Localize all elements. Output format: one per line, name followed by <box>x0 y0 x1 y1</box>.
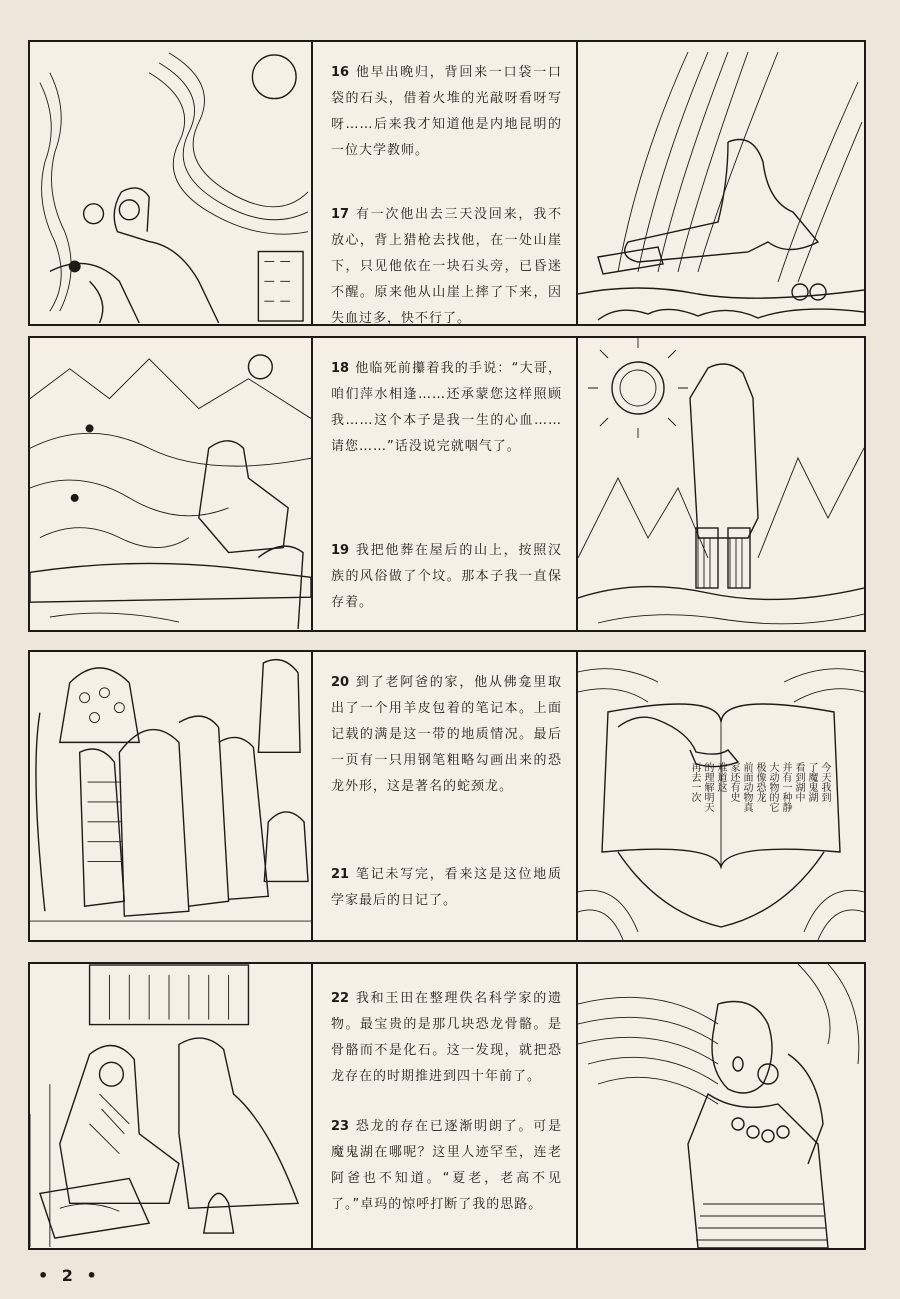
notebook-line: 再去一次 <box>689 762 700 802</box>
caption-18: 18 他临死前攥着我的手说：“大哥，咱们萍水相逢……还承蒙您这样照顾我……这个本子是我一生的心血……请您……”话没说完就咽气了。 <box>331 361 562 454</box>
deathbed-drawing <box>30 338 311 630</box>
notebook-line: 极像恐龙 <box>754 762 765 802</box>
notebook-line: 的理解明天 <box>702 762 713 812</box>
mourner-drawing <box>578 338 864 630</box>
comic-row-2 <box>28 336 866 632</box>
illustration-standing-mourner <box>578 338 864 630</box>
caption-16: 16 他早出晚归，背回来一口袋一口袋的石头，借着火堆的光敲呀看呀写呀……后来我才知道他是内地昆明的一位大学教师。 <box>331 65 562 158</box>
notebook-line: 今天我到 <box>819 762 830 802</box>
caption-21: 21 笔记未写完，看来这是这位地质学家最后的日记了。 <box>331 867 562 908</box>
caption-17: 17 有一次他出去三天没回来，我不放心，背上猎枪去找他，在一处山崖下，只见他依在一块石头旁，已昏迷不醒。原来他从山崖上摔了下来，因失血过多，快不行了。 <box>331 207 562 326</box>
illustration-scientists-examining <box>30 964 313 1248</box>
fallen-man-drawing <box>578 42 864 324</box>
notebook-line: 家还有史 <box>728 762 739 802</box>
illustration-deathbed <box>30 338 313 630</box>
caption-19: 19 我把他葬在屋后的山上，按照汉族的风俗做了个坟。那本子我一直保存着。 <box>331 543 562 610</box>
illustration-zhuoma-alarmed <box>578 964 864 1248</box>
comic-row-3 <box>28 650 866 942</box>
page-number: • 2 • <box>38 1266 101 1285</box>
geologist-drawing <box>30 42 311 324</box>
caption-box-16-17 <box>313 42 578 324</box>
notebook-line: 前面动物真 <box>741 762 752 812</box>
notebook-line: 并有一种静 <box>780 762 791 812</box>
illustration-fallen-geologist <box>578 42 864 324</box>
caption-box-20-21 <box>313 652 578 940</box>
caption-22: 22 我和王田在整理佚名科学家的遗物。最宝贵的是那几块恐龙骨骼。是骨骼而不是化石。这一发现，就把恐龙存在的时期推进到四十年前了。 <box>331 991 562 1084</box>
notebook-line: 了魔鬼湖 <box>806 762 817 802</box>
caption-box-22-23 <box>313 964 578 1248</box>
notebook-line: 大动物的它 <box>767 762 778 812</box>
caption-23: 23 恐龙的存在已逐渐明朗了。可是魔鬼湖在哪呢？这里人迹罕至，连老阿爸也不知道。“夏老，老高不见了。”卓玛的惊呼打断了我的思路。 <box>331 1119 562 1212</box>
notebook-line: 难道这 <box>715 762 726 792</box>
illustration-shrine-notebook <box>30 652 313 940</box>
woman-drawing <box>578 964 864 1248</box>
caption-box-18-19 <box>313 338 578 630</box>
notebook-handwriting <box>650 762 830 842</box>
scientists-drawing <box>30 964 311 1248</box>
caption-20: 20 到了老阿爸的家，他从佛龛里取出了一个用羊皮包着的笔记本。上面记载的满是这一带的地质情况。最后一页有一只用钢笔粗略勾画出来的恐龙外形，这是著名的蛇颈龙。 <box>331 675 562 794</box>
illustration-geologist-by-fire <box>30 42 313 324</box>
comic-row-4 <box>28 962 866 1250</box>
illustration-notebook-plesiosaur <box>578 652 864 940</box>
shrine-drawing <box>30 652 311 940</box>
notebook-line: 看到湖中 <box>793 762 804 802</box>
comic-row-1 <box>28 40 866 326</box>
